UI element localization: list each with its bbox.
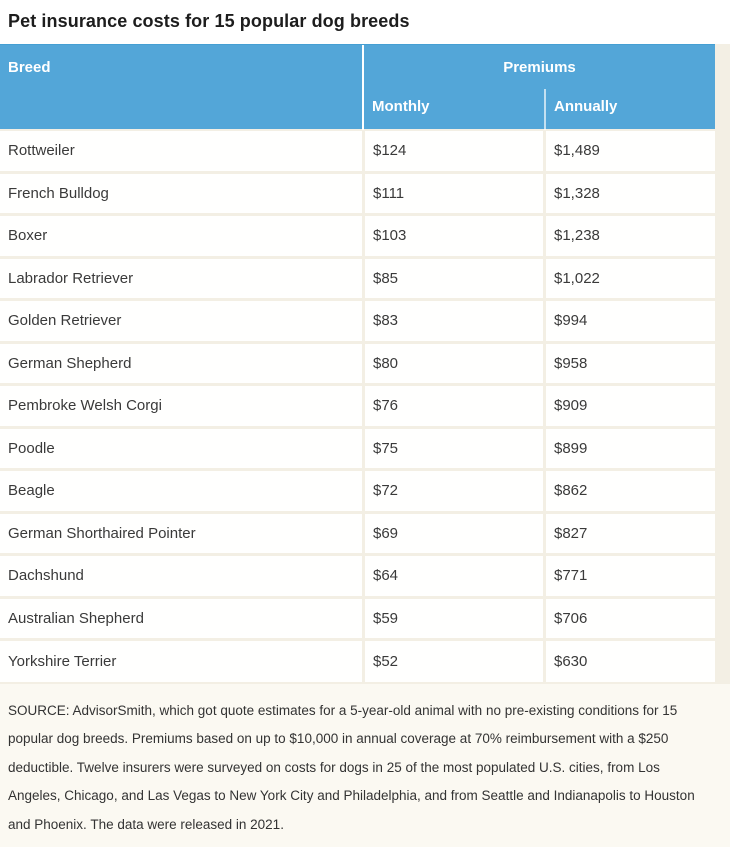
breed-cell: Pembroke Welsh Corgi [0, 386, 362, 426]
premiums-header-group [362, 45, 715, 130]
annually-cell: $630 [543, 641, 715, 682]
table-row [0, 599, 715, 642]
monthly-cell: $83 [362, 301, 543, 341]
annually-cell: $899 [543, 429, 715, 469]
table-body [0, 129, 715, 684]
breed-cell: Beagle [0, 471, 362, 511]
monthly-cell: $85 [362, 259, 543, 299]
column-header-monthly: Monthly [372, 98, 430, 115]
breed-cell: Boxer [0, 216, 362, 256]
monthly-cell: $80 [362, 344, 543, 384]
breed-cell: German Shorthaired Pointer [0, 514, 362, 554]
monthly-cell: $69 [362, 514, 543, 554]
table-row [0, 556, 715, 599]
table-row [0, 429, 715, 472]
monthly-cell: $76 [362, 386, 543, 426]
annually-cell: $1,328 [543, 174, 715, 214]
breed-cell: Golden Retriever [0, 301, 362, 341]
annually-cell: $958 [543, 344, 715, 384]
table-row [0, 131, 715, 174]
table-row [0, 514, 715, 557]
breed-cell: Poodle [0, 429, 362, 469]
breed-cell: Yorkshire Terrier [0, 641, 362, 682]
column-header-annually: Annually [544, 89, 715, 130]
breed-cell: German Shepherd [0, 344, 362, 384]
annually-cell: $909 [543, 386, 715, 426]
monthly-cell: $52 [362, 641, 543, 682]
breed-cell: Rottweiler [0, 131, 362, 171]
table-row [0, 344, 715, 387]
annually-cell: $1,489 [543, 131, 715, 171]
annually-cell: $771 [543, 556, 715, 596]
table-row [0, 174, 715, 217]
monthly-cell: $124 [362, 131, 543, 171]
table-row [0, 386, 715, 429]
table-row [0, 259, 715, 302]
premiums-subheaders [364, 89, 715, 130]
table-row [0, 216, 715, 259]
source-note: SOURCE: AdvisorSmith, which got quote estimates for a 5-year-old animal with no pre-existing conditions for 15 popular dog breeds. Premiums based on up to $10,000 in annual coverage at 70% reimbursement with a $250 deductible. Twelve insurers were surveyed on costs for dogs in 25 of the most populated U.S. cities, from Los Angeles, Chicago, and Las Vegas to New York City and Philadelphia, and from Seattle and Indianapolis to Houston and Phoenix. The data were released in 2021. [0, 684, 730, 848]
pricing-table [0, 44, 730, 684]
table-row [0, 641, 715, 684]
breed-cell: Australian Shepherd [0, 599, 362, 639]
column-header-premiums: Premiums [503, 59, 576, 76]
annually-cell: $1,022 [543, 259, 715, 299]
monthly-cell: $59 [362, 599, 543, 639]
breed-cell: French Bulldog [0, 174, 362, 214]
monthly-cell: $103 [362, 216, 543, 256]
column-header-breed: Breed [8, 59, 51, 76]
annually-cell: $706 [543, 599, 715, 639]
table-header [0, 44, 715, 129]
breed-cell: Dachshund [0, 556, 362, 596]
monthly-cell: $72 [362, 471, 543, 511]
breed-cell: Labrador Retriever [0, 259, 362, 299]
monthly-cell: $64 [362, 556, 543, 596]
table-row [0, 471, 715, 514]
monthly-cell: $75 [362, 429, 543, 469]
annually-cell: $994 [543, 301, 715, 341]
monthly-cell: $111 [362, 174, 543, 214]
table-row [0, 301, 715, 344]
annually-cell: $862 [543, 471, 715, 511]
annually-cell: $827 [543, 514, 715, 554]
page-title: Pet insurance costs for 15 popular dog breeds [0, 0, 730, 44]
annually-cell: $1,238 [543, 216, 715, 256]
